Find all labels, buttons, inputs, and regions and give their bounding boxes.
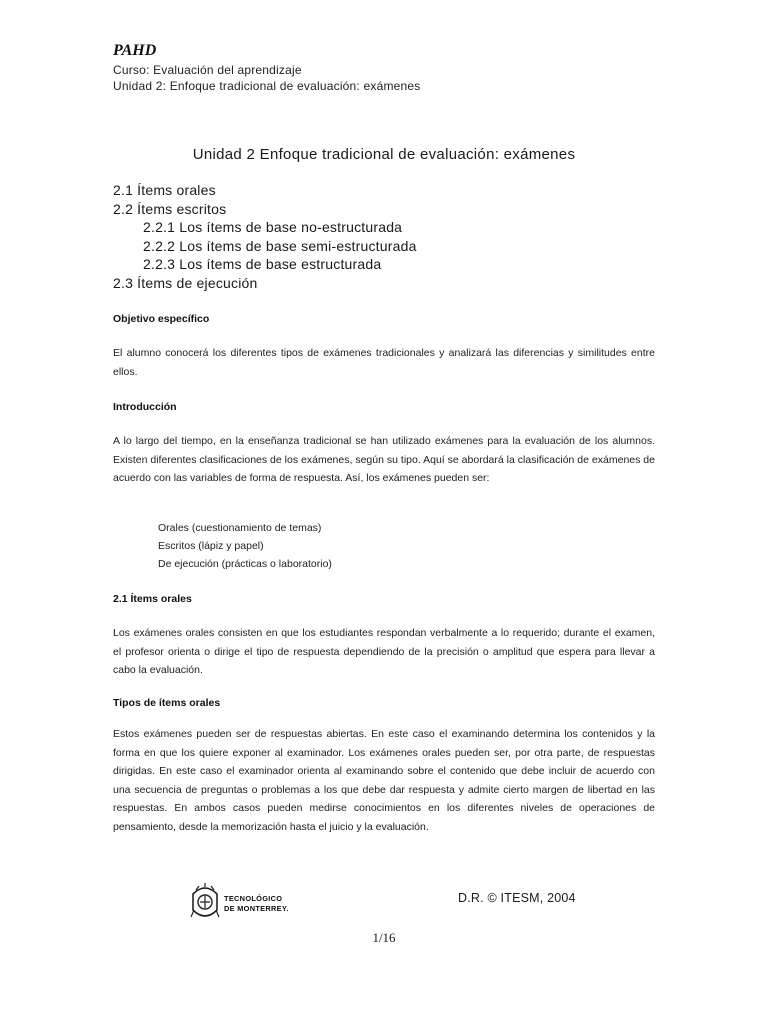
introduction-text: A lo largo del tiempo, en la enseñanza tradicional se han utilizado exámenes para la evaluación de los alumnos. Existen diferentes clasificaciones de los exámenes, según su tipo. Aquí se abordará la clasificación de exámenes de acuerdo con las variables de forma de respuesta. Así, los exámenes pueden ser: (113, 435, 655, 485)
toc-item: 2.1 Ítems orales (113, 182, 216, 198)
objective-text: El alumno conocerá los diferentes tipos de exámenes tradicionales y analizará las diferencias y similitudes entre ellos. (113, 347, 655, 378)
logo-line-2: DE MONTERREY. (224, 904, 289, 913)
toc-item: 2.2 Ítems escritos (113, 200, 227, 217)
section-heading-oral-items: 2.1 Ítems orales (113, 593, 192, 605)
header-title: PAHD (113, 42, 157, 59)
tec-monterrey-logo (190, 880, 320, 922)
unit-heading: Unidad 2 Enfoque tradicional de evaluación: exámenes (192, 146, 576, 163)
oral-types-heading: Tipos de ítems orales (113, 697, 221, 709)
toc-item: 2.3 Ítems de ejecución (113, 274, 258, 291)
seal-icon (190, 880, 220, 922)
exam-types-list (158, 519, 332, 573)
list-item: Escritos (lápiz y papel) (158, 540, 264, 552)
toc-subitem: 2.2.1 Los ítems de base no-estructurada (143, 219, 403, 236)
page-number: 1/16 (372, 930, 396, 945)
header-unit: Unidad 2: Enfoque tradicional de evaluación: exámenes (113, 79, 421, 93)
logo-line-1: TECNOLÓGICO (224, 894, 283, 903)
table-of-contents (113, 181, 673, 293)
header-course: Curso: Evaluación del aprendizaje (113, 63, 302, 77)
introduction-heading: Introducción (113, 401, 177, 413)
objective-heading: Objetivo específico (113, 313, 210, 325)
copyright-text: D.R. © ITESM, 2004 (458, 891, 576, 905)
list-item: De ejecución (prácticas o laboratorio) (158, 558, 332, 570)
oral-types-text: Estos exámenes pueden ser de respuestas abiertas. En este caso el examinando determina los contenidos y la forma en que los quiere exponer al examinador. Los exámenes orales pueden ser, por otra parte, de respuestas dirigidas. En este caso el examinador orienta al examinando sobre el contenido que debe incluir de acuerdo con una secuencia de preguntas o problemas a los que debe dar respuesta y admite cierto margen de libertad en las respuestas. En ambos casos pueden medirse conocimientos en los diferentes niveles de operaciones de pensamiento, desde la memorización hasta el juicio y la evaluación. (113, 728, 655, 833)
toc-subitem: 2.2.3 Los ítems de base estructurada (143, 256, 382, 273)
toc-subitem: 2.2.2 Los ítems de base semi-estructurada (143, 237, 417, 254)
list-item: Orales (cuestionamiento de temas) (158, 522, 322, 534)
oral-items-text: Los exámenes orales consisten en que los estudiantes respondan verbalmente a lo requerido; durante el examen, el profesor orienta o dirige el tipo de respuesta dependiendo de la precisión o amplitud que espera para llevar a cabo la evaluación. (113, 627, 655, 677)
